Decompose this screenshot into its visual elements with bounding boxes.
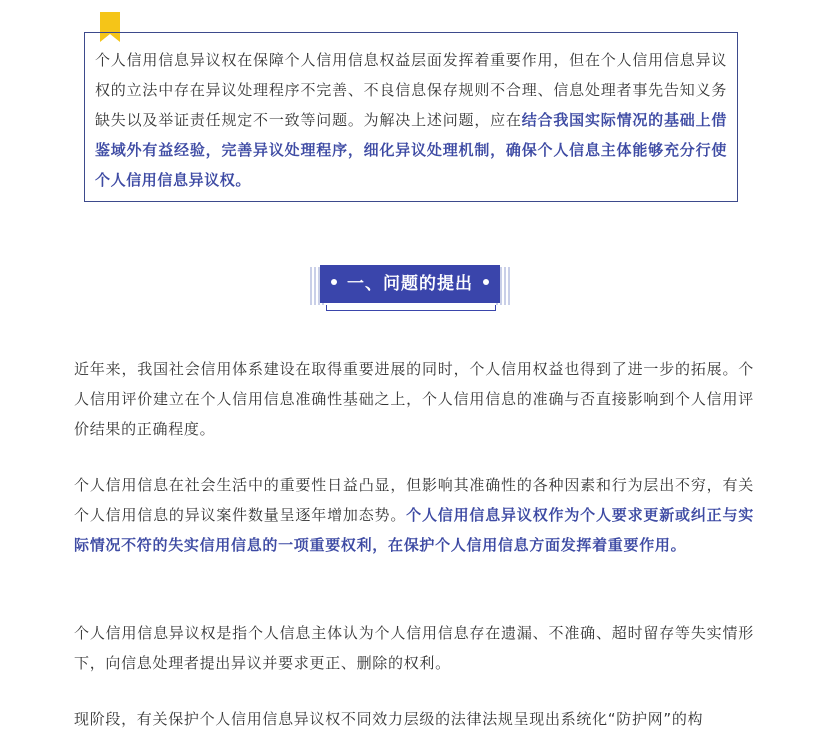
abstract-box — [84, 32, 738, 202]
abstract-text: 个人信用信息异议权在保障个人信用信息权益层面发挥着重要作用，但在个人信用信息异议权的立法中存在异议处理程序不完善、不良信息保存规则不合理、信息处理者事先告知义务缺失以及举证责任规定不一致等问题。为解决上述问题，应在 — [95, 51, 727, 129]
section-heading — [310, 265, 510, 311]
paragraph — [74, 470, 754, 560]
abstract-highlight-text: 结合我国实际情况的基础上借鉴域外有益经验，完善异议处理程序，细化异议处理机制，确保个人信息主体能够充分行使个人信用信息异议权。 — [95, 111, 727, 189]
section-heading-bar — [320, 265, 500, 303]
paragraph-text: 近年来，我国社会信用体系建设在取得重要进展的同时，个人信用权益也得到了进一步的拓展。个人信用评价建立在个人信用信息准确性基础之上，个人信用信息的准确与否直接影响到个人信用评价结果的正确程度。 — [74, 360, 754, 438]
paragraph — [74, 618, 754, 678]
section-title: 一、问题的提出 — [347, 274, 473, 294]
paragraph-highlight-text: 个人信用信息异议权作为个人要求更新或纠正与实际情况不符的失实信用信息的一项重要权利，在保护个人信用信息方面发挥着重要作用。 — [74, 506, 755, 554]
bullet-dot-icon — [331, 279, 337, 285]
paragraph-text: 个人信用信息异议权是指个人信息主体认为个人信用信息存在遗漏、不准确、超时留存等失实情形下，向信息处理者提出异议并要求更正、删除的权利。 — [74, 624, 754, 672]
paragraph — [74, 354, 754, 444]
bullet-dot-icon — [483, 279, 489, 285]
paragraph-text: 个人信用信息在社会生活中的重要性日益凸显，但影响其准确性的各种因素和行为层出不穷，有关个人信用信息的异议案件数量呈逐年增加态势。 — [74, 476, 754, 524]
paragraph-text: 现阶段，有关保护个人信用信息异议权不同效力层级的法律法规呈现出系统化“防护网”的构 — [74, 710, 704, 728]
paragraph — [74, 704, 754, 734]
heading-underline — [326, 305, 496, 311]
